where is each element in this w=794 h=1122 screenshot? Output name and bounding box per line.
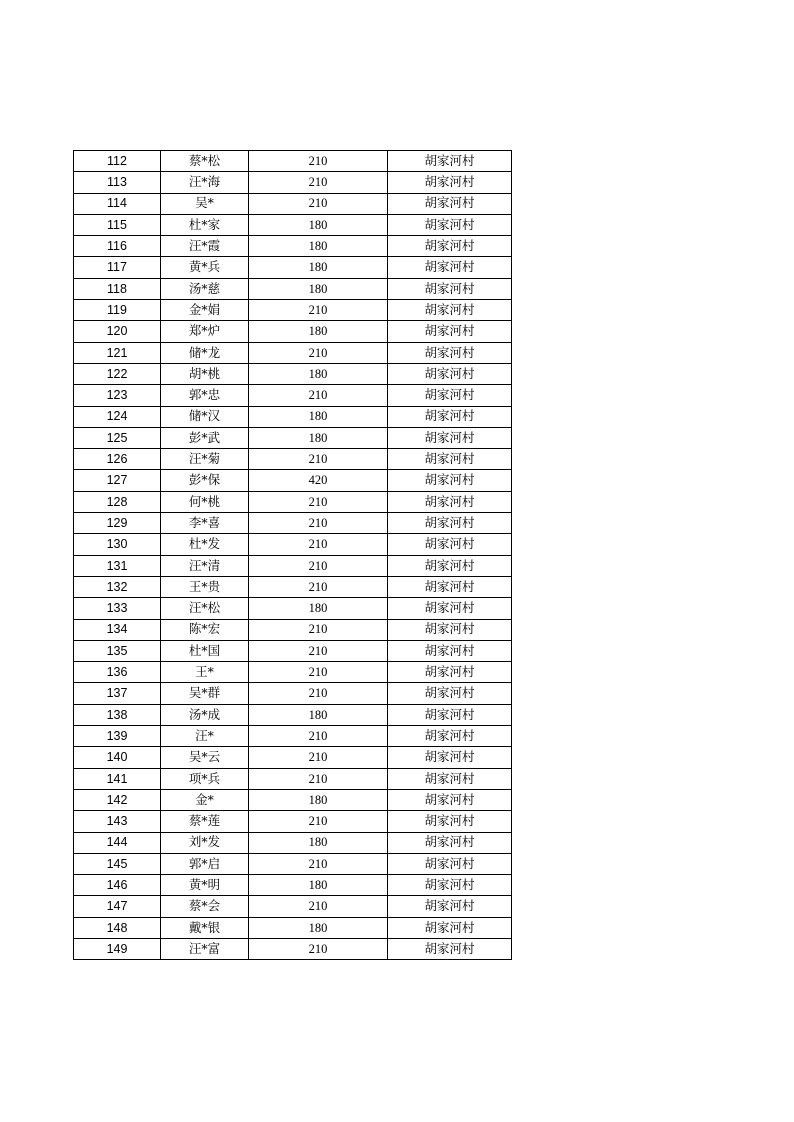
table-row bbox=[74, 640, 512, 661]
village-cell: 胡家河村 bbox=[388, 300, 512, 321]
row-number-cell: 134 bbox=[74, 619, 161, 640]
row-number-cell: 145 bbox=[74, 853, 161, 874]
row-number-cell: 136 bbox=[74, 662, 161, 683]
table-row bbox=[74, 789, 512, 810]
row-number-cell: 128 bbox=[74, 491, 161, 512]
table-row bbox=[74, 193, 512, 214]
name-cell: 汪*富 bbox=[161, 938, 249, 959]
village-cell: 胡家河村 bbox=[388, 491, 512, 512]
table-row bbox=[74, 598, 512, 619]
amount-cell: 210 bbox=[249, 768, 388, 789]
table-row bbox=[74, 662, 512, 683]
table-row bbox=[74, 811, 512, 832]
amount-cell: 210 bbox=[249, 853, 388, 874]
row-number-cell: 113 bbox=[74, 172, 161, 193]
village-cell: 胡家河村 bbox=[388, 236, 512, 257]
data-table bbox=[73, 150, 512, 960]
village-cell: 胡家河村 bbox=[388, 662, 512, 683]
amount-cell: 180 bbox=[249, 917, 388, 938]
name-cell: 项*兵 bbox=[161, 768, 249, 789]
table-row bbox=[74, 619, 512, 640]
amount-cell: 210 bbox=[249, 640, 388, 661]
row-number-cell: 132 bbox=[74, 576, 161, 597]
row-number-cell: 116 bbox=[74, 236, 161, 257]
name-cell: 彭*保 bbox=[161, 470, 249, 491]
village-cell: 胡家河村 bbox=[388, 406, 512, 427]
row-number-cell: 115 bbox=[74, 214, 161, 235]
village-cell: 胡家河村 bbox=[388, 385, 512, 406]
amount-cell: 210 bbox=[249, 896, 388, 917]
amount-cell: 210 bbox=[249, 342, 388, 363]
row-number-cell: 121 bbox=[74, 342, 161, 363]
table-row bbox=[74, 342, 512, 363]
amount-cell: 180 bbox=[249, 406, 388, 427]
name-cell: 汤*慈 bbox=[161, 278, 249, 299]
amount-cell: 180 bbox=[249, 789, 388, 810]
village-cell: 胡家河村 bbox=[388, 811, 512, 832]
name-cell: 刘*发 bbox=[161, 832, 249, 853]
table-row bbox=[74, 257, 512, 278]
amount-cell: 210 bbox=[249, 726, 388, 747]
village-cell: 胡家河村 bbox=[388, 363, 512, 384]
amount-cell: 180 bbox=[249, 363, 388, 384]
amount-cell: 180 bbox=[249, 214, 388, 235]
village-cell: 胡家河村 bbox=[388, 768, 512, 789]
amount-cell: 180 bbox=[249, 257, 388, 278]
name-cell: 杜*国 bbox=[161, 640, 249, 661]
name-cell: 储*汉 bbox=[161, 406, 249, 427]
table-row bbox=[74, 555, 512, 576]
village-cell: 胡家河村 bbox=[388, 257, 512, 278]
amount-cell: 210 bbox=[249, 449, 388, 470]
name-cell: 郭*忠 bbox=[161, 385, 249, 406]
village-cell: 胡家河村 bbox=[388, 619, 512, 640]
name-cell: 蔡*松 bbox=[161, 151, 249, 172]
village-cell: 胡家河村 bbox=[388, 427, 512, 448]
row-number-cell: 118 bbox=[74, 278, 161, 299]
name-cell: 金* bbox=[161, 789, 249, 810]
name-cell: 吴*云 bbox=[161, 747, 249, 768]
table-row bbox=[74, 513, 512, 534]
village-cell: 胡家河村 bbox=[388, 704, 512, 725]
table-row bbox=[74, 214, 512, 235]
row-number-cell: 147 bbox=[74, 896, 161, 917]
village-cell: 胡家河村 bbox=[388, 214, 512, 235]
village-cell: 胡家河村 bbox=[388, 938, 512, 959]
row-number-cell: 149 bbox=[74, 938, 161, 959]
table-row bbox=[74, 704, 512, 725]
table-row bbox=[74, 726, 512, 747]
amount-cell: 180 bbox=[249, 236, 388, 257]
name-cell: 彭*武 bbox=[161, 427, 249, 448]
table-row bbox=[74, 151, 512, 172]
village-cell: 胡家河村 bbox=[388, 896, 512, 917]
village-cell: 胡家河村 bbox=[388, 172, 512, 193]
table-row bbox=[74, 321, 512, 342]
amount-cell: 180 bbox=[249, 321, 388, 342]
amount-cell: 210 bbox=[249, 683, 388, 704]
row-number-cell: 117 bbox=[74, 257, 161, 278]
name-cell: 汤*成 bbox=[161, 704, 249, 725]
village-cell: 胡家河村 bbox=[388, 470, 512, 491]
name-cell: 汪*松 bbox=[161, 598, 249, 619]
village-cell: 胡家河村 bbox=[388, 726, 512, 747]
village-cell: 胡家河村 bbox=[388, 555, 512, 576]
row-number-cell: 141 bbox=[74, 768, 161, 789]
village-cell: 胡家河村 bbox=[388, 917, 512, 938]
table-row bbox=[74, 449, 512, 470]
village-cell: 胡家河村 bbox=[388, 853, 512, 874]
name-cell: 吴* bbox=[161, 193, 249, 214]
table-row bbox=[74, 427, 512, 448]
row-number-cell: 142 bbox=[74, 789, 161, 810]
table-row bbox=[74, 853, 512, 874]
amount-cell: 210 bbox=[249, 811, 388, 832]
row-number-cell: 140 bbox=[74, 747, 161, 768]
village-cell: 胡家河村 bbox=[388, 534, 512, 555]
amount-cell: 180 bbox=[249, 598, 388, 619]
table-row bbox=[74, 768, 512, 789]
amount-cell: 210 bbox=[249, 491, 388, 512]
village-cell: 胡家河村 bbox=[388, 278, 512, 299]
row-number-cell: 138 bbox=[74, 704, 161, 725]
row-number-cell: 126 bbox=[74, 449, 161, 470]
row-number-cell: 129 bbox=[74, 513, 161, 534]
table-row bbox=[74, 938, 512, 959]
name-cell: 郭*启 bbox=[161, 853, 249, 874]
amount-cell: 420 bbox=[249, 470, 388, 491]
row-number-cell: 122 bbox=[74, 363, 161, 384]
table-row bbox=[74, 172, 512, 193]
row-number-cell: 127 bbox=[74, 470, 161, 491]
table-row bbox=[74, 300, 512, 321]
name-cell: 金*娟 bbox=[161, 300, 249, 321]
table-row bbox=[74, 491, 512, 512]
name-cell: 胡*桃 bbox=[161, 363, 249, 384]
name-cell: 陈*宏 bbox=[161, 619, 249, 640]
table-row bbox=[74, 363, 512, 384]
village-cell: 胡家河村 bbox=[388, 342, 512, 363]
name-cell: 杜*发 bbox=[161, 534, 249, 555]
amount-cell: 210 bbox=[249, 151, 388, 172]
table-row bbox=[74, 406, 512, 427]
name-cell: 杜*家 bbox=[161, 214, 249, 235]
table-row bbox=[74, 875, 512, 896]
row-number-cell: 112 bbox=[74, 151, 161, 172]
table-row bbox=[74, 576, 512, 597]
amount-cell: 180 bbox=[249, 832, 388, 853]
amount-cell: 210 bbox=[249, 300, 388, 321]
row-number-cell: 131 bbox=[74, 555, 161, 576]
village-cell: 胡家河村 bbox=[388, 789, 512, 810]
row-number-cell: 144 bbox=[74, 832, 161, 853]
amount-cell: 210 bbox=[249, 534, 388, 555]
name-cell: 吴*群 bbox=[161, 683, 249, 704]
row-number-cell: 125 bbox=[74, 427, 161, 448]
table-row bbox=[74, 832, 512, 853]
name-cell: 戴*银 bbox=[161, 917, 249, 938]
table-row bbox=[74, 236, 512, 257]
table-row bbox=[74, 896, 512, 917]
name-cell: 储*龙 bbox=[161, 342, 249, 363]
table-row bbox=[74, 917, 512, 938]
amount-cell: 180 bbox=[249, 427, 388, 448]
name-cell: 李*喜 bbox=[161, 513, 249, 534]
name-cell: 蔡*会 bbox=[161, 896, 249, 917]
amount-cell: 210 bbox=[249, 576, 388, 597]
name-cell: 王* bbox=[161, 662, 249, 683]
amount-cell: 210 bbox=[249, 662, 388, 683]
row-number-cell: 139 bbox=[74, 726, 161, 747]
table-row bbox=[74, 747, 512, 768]
amount-cell: 180 bbox=[249, 704, 388, 725]
amount-cell: 210 bbox=[249, 747, 388, 768]
name-cell: 汪*清 bbox=[161, 555, 249, 576]
row-number-cell: 137 bbox=[74, 683, 161, 704]
amount-cell: 180 bbox=[249, 875, 388, 896]
table-row bbox=[74, 278, 512, 299]
table-row bbox=[74, 683, 512, 704]
row-number-cell: 123 bbox=[74, 385, 161, 406]
village-cell: 胡家河村 bbox=[388, 151, 512, 172]
name-cell: 何*桃 bbox=[161, 491, 249, 512]
village-cell: 胡家河村 bbox=[388, 576, 512, 597]
row-number-cell: 143 bbox=[74, 811, 161, 832]
table-body bbox=[74, 151, 512, 960]
amount-cell: 210 bbox=[249, 172, 388, 193]
village-cell: 胡家河村 bbox=[388, 832, 512, 853]
row-number-cell: 130 bbox=[74, 534, 161, 555]
name-cell: 王*贵 bbox=[161, 576, 249, 597]
amount-cell: 210 bbox=[249, 193, 388, 214]
amount-cell: 210 bbox=[249, 938, 388, 959]
village-cell: 胡家河村 bbox=[388, 683, 512, 704]
amount-cell: 210 bbox=[249, 555, 388, 576]
row-number-cell: 135 bbox=[74, 640, 161, 661]
village-cell: 胡家河村 bbox=[388, 513, 512, 534]
village-cell: 胡家河村 bbox=[388, 640, 512, 661]
row-number-cell: 114 bbox=[74, 193, 161, 214]
row-number-cell: 120 bbox=[74, 321, 161, 342]
village-cell: 胡家河村 bbox=[388, 598, 512, 619]
row-number-cell: 133 bbox=[74, 598, 161, 619]
name-cell: 黄*明 bbox=[161, 875, 249, 896]
row-number-cell: 146 bbox=[74, 875, 161, 896]
village-cell: 胡家河村 bbox=[388, 193, 512, 214]
table-row bbox=[74, 470, 512, 491]
row-number-cell: 124 bbox=[74, 406, 161, 427]
village-cell: 胡家河村 bbox=[388, 449, 512, 470]
name-cell: 汪* bbox=[161, 726, 249, 747]
village-cell: 胡家河村 bbox=[388, 321, 512, 342]
row-number-cell: 119 bbox=[74, 300, 161, 321]
name-cell: 汪*菊 bbox=[161, 449, 249, 470]
name-cell: 蔡*莲 bbox=[161, 811, 249, 832]
name-cell: 汪*海 bbox=[161, 172, 249, 193]
village-cell: 胡家河村 bbox=[388, 747, 512, 768]
amount-cell: 210 bbox=[249, 619, 388, 640]
amount-cell: 180 bbox=[249, 278, 388, 299]
name-cell: 汪*霞 bbox=[161, 236, 249, 257]
name-cell: 郑*炉 bbox=[161, 321, 249, 342]
table-row bbox=[74, 534, 512, 555]
amount-cell: 210 bbox=[249, 513, 388, 534]
name-cell: 黄*兵 bbox=[161, 257, 249, 278]
village-cell: 胡家河村 bbox=[388, 875, 512, 896]
row-number-cell: 148 bbox=[74, 917, 161, 938]
table-row bbox=[74, 385, 512, 406]
amount-cell: 210 bbox=[249, 385, 388, 406]
